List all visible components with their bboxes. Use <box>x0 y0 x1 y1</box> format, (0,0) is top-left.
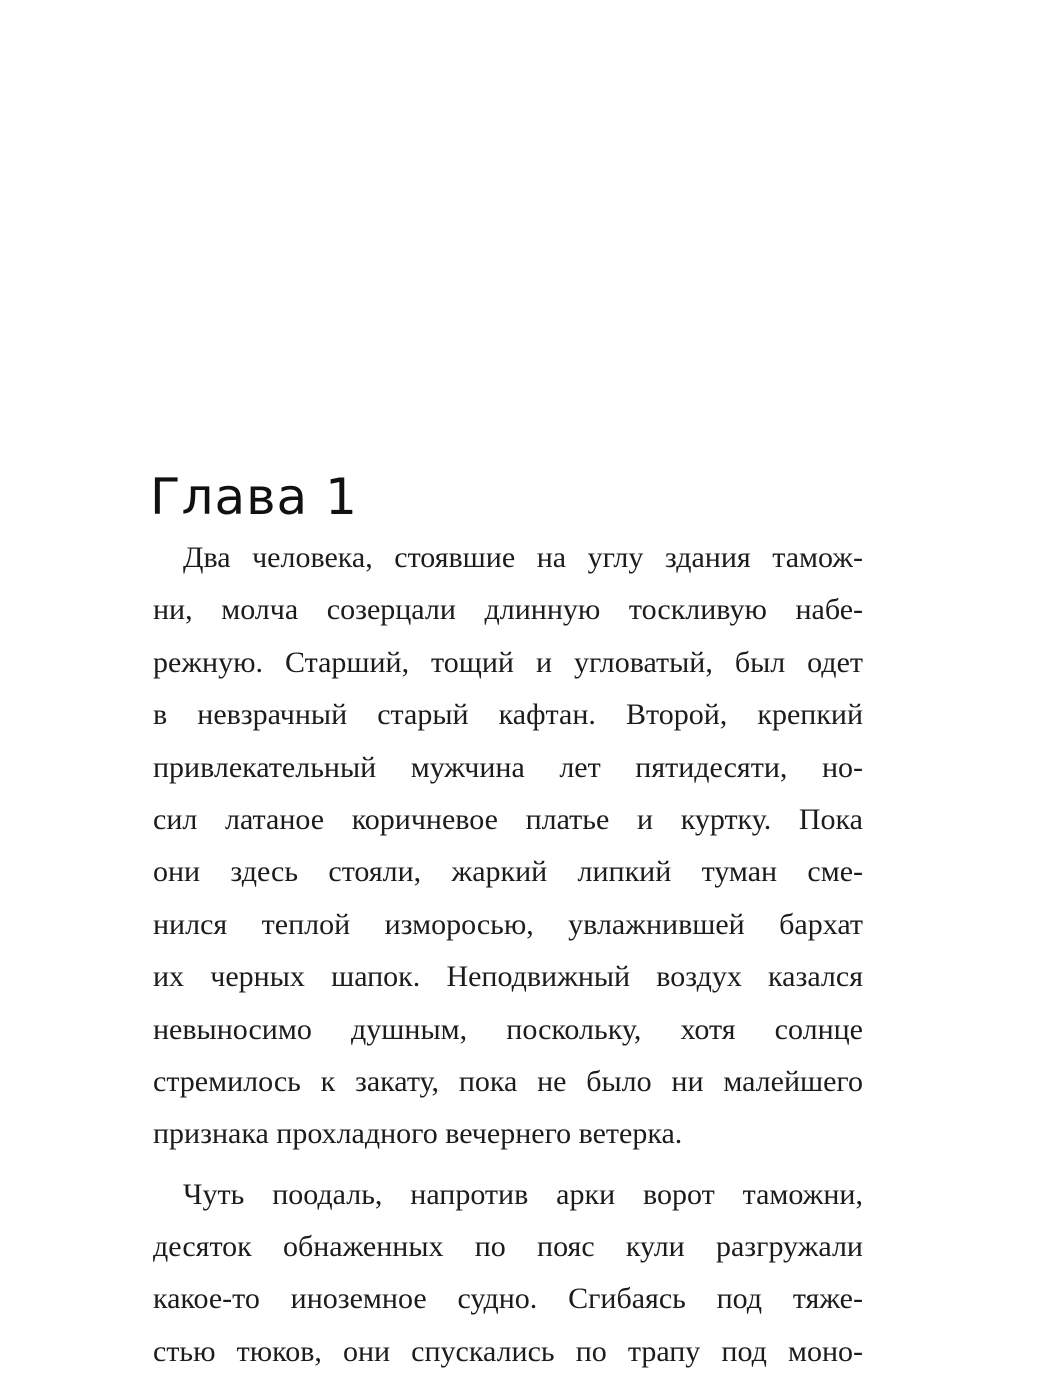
text-line: нился теплой изморосью, увлажнившей бархат <box>153 907 863 941</box>
body-text <box>153 532 863 1378</box>
text-line: Чуть поодаль, напротив арки ворот таможни, <box>183 1177 863 1211</box>
paragraph <box>153 1169 863 1379</box>
text-line: режную. Старший, тощий и угловатый, был одет <box>153 645 863 679</box>
paragraph <box>153 532 863 1161</box>
text-line: какое-то иноземное судно. Сгибаясь под тяже- <box>153 1282 863 1316</box>
text-line: стремилось к закату, пока не было ни малейшего <box>153 1064 863 1098</box>
text-line: привлекательный мужчина лет пятидесяти, но- <box>153 750 863 784</box>
text-line: стью тюков, они спускались по трапу под моно- <box>153 1334 863 1368</box>
text-line: невыносимо душным, поскольку, хотя солнце <box>153 1012 863 1046</box>
text-line: в невзрачный старый кафтан. Второй, крепкий <box>153 698 863 732</box>
chapter-title: Глава 1 <box>150 468 358 526</box>
text-line: десяток обнаженных по пояс кули разгружали <box>153 1230 863 1264</box>
text-line: сил латаное коричневое платье и куртку. Пока <box>153 802 863 836</box>
text-line: их черных шапок. Неподвижный воздух казался <box>153 960 863 994</box>
text-line: Два человека, стоявшие на углу здания тамож- <box>183 541 863 574</box>
text-line: признака прохладного вечернего ветерка. <box>153 1117 683 1151</box>
text-line: они здесь стояли, жаркий липкий туман сме- <box>153 855 863 889</box>
text-line: ни, молча созерцали длинную тоскливую набе- <box>153 593 863 627</box>
